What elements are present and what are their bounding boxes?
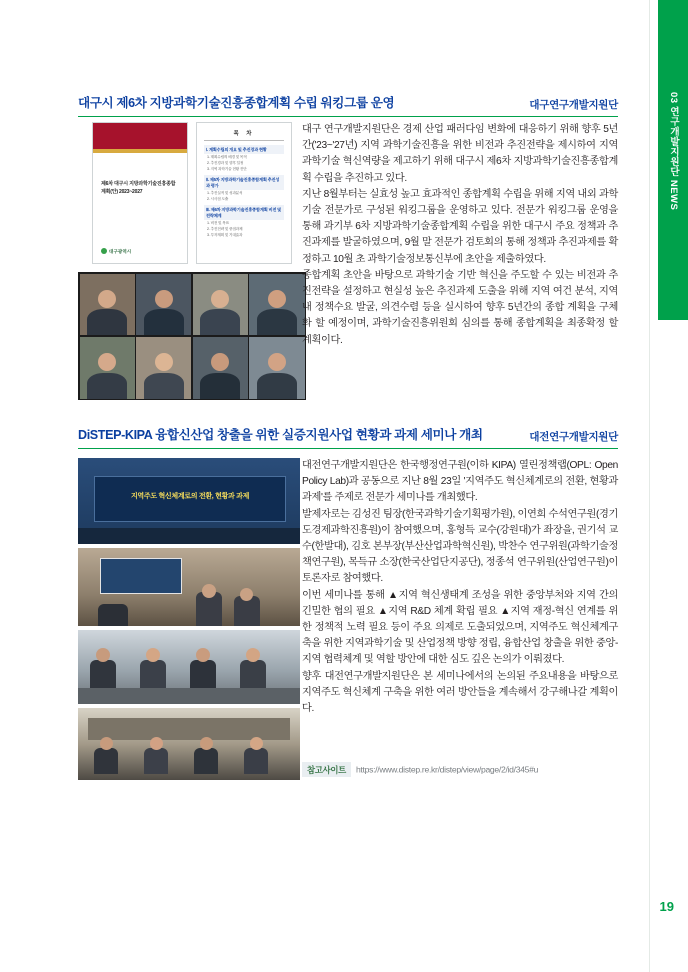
person-head-icon	[96, 648, 110, 662]
vc-cell	[136, 337, 191, 399]
page-number: 19	[659, 899, 674, 914]
person-body-icon	[87, 373, 127, 399]
person-head-icon	[240, 588, 253, 601]
person-head-icon	[155, 353, 173, 371]
person-body-icon	[200, 309, 240, 335]
seminar-banner-photo	[78, 458, 300, 544]
cover-band	[93, 123, 187, 149]
seminar-table	[78, 528, 300, 544]
person-body-icon	[144, 748, 168, 774]
toc-line: 3. 지역 과학기술 현황 진단	[207, 167, 247, 171]
toc-group-label: Ⅲ. 제6차 지방과학기술진흥종합계획 비전 및 전략체계	[204, 205, 284, 220]
toc-line: 2. 추진전략 및 중점과제	[207, 227, 243, 231]
vc-cell	[136, 274, 191, 336]
person-head-icon	[202, 584, 216, 598]
plan-toc-image	[196, 122, 292, 264]
toc-line: 1. 비전 및 목표	[207, 221, 229, 225]
toc-group-label: Ⅱ. 제5차 지방과학기술진흥종합계획 추진성과 평가	[204, 175, 284, 190]
toc-line: 1. 추진실적 및 성과분석	[207, 191, 243, 195]
person-head-icon	[211, 290, 229, 308]
person-head-icon	[155, 290, 173, 308]
toc-group-label: Ⅰ. 계획수립의 개요 및 추진경과 현황	[204, 145, 284, 154]
vc-cell	[193, 337, 248, 399]
person-head-icon	[150, 737, 163, 750]
cover-logo-text: 대구광역시	[109, 249, 132, 254]
article-2-org: 대전연구개발지원단	[529, 431, 618, 443]
article-2-paragraph-3: 이번 세미나를 통해 ▲지역 혁신생태계 조성을 위한 중앙부처와 지역 간의 긴밀한 협의 필요 ▲지역 R&D 체계 확립 필요 ▲지역 재정-혁신 연계를 위한 정책적 노력 필요 등이 주요 의제로 도출되었으며, 지역주도 혁신체계구축을 위한 지역과학기술 및 산업정책 방향 정립, 융합산업 창출을 위한 중앙-지역 협력체계 및 역할 방안에 대한 심도 깊은 논의가 이뤄졌다.	[302, 589, 618, 666]
cover-title: 제6차 대구시 지방과학기술진흥종합계획(안) 2023~2027	[101, 181, 176, 195]
audience-backdrop	[88, 718, 290, 740]
person-head-icon	[246, 648, 260, 662]
projector-screen	[100, 558, 182, 594]
article-2-paragraph-1: 대전연구개발지원단은 한국행정연구원(이하 KIPA) 열린정책랩(OPL: Open Policy Lab)과 공동으로 지난 8월 23일 '지역주도 혁신체계로의 전환, 현황과 과제'를 주제로 전문가 세미나를 개최했다.	[302, 460, 618, 504]
article-1-paragraph-3: 종합계획 초안을 바탕으로 과학기술 기반 혁신을 주도할 수 있는 비전과 추진전략을 설정하고 현실성 높은 추진과제 도출을 위해 지역 여건 분석, 지역 내 정책수요 발굴, 의견수렴 등을 실시하여 향후 5년간의 종합 계획을 구체화 할 예정이며, 과학기술진흥위원회 심의를 통해 종합계획을 최종확정 할 계획이다.	[302, 269, 618, 346]
person-body-icon	[190, 660, 216, 688]
person-head-icon	[100, 737, 113, 750]
article-1-paragraph-2: 지난 8월부터는 실효성 높고 효과적인 종합계획 수립을 위해 지역 내외 과학기술 전문가로 구성된 워킹그룹을 운영하고 있다. 전문가 워킹그룹 운영을 통해 과기부 6차 지방과학기술종합계획 수립을 위한 대구시 주요 정책과 추진과제를 발굴하였으며, 9월 말 전문가 검토회의 통해 정책과 추진과제를 확정하고 10월 초 과학기술정보통신부에 초안을 제출하였다.	[302, 188, 618, 265]
toc-line: 1. 계획수립의 배경 및 목적	[207, 155, 247, 159]
article-2-reference	[302, 762, 618, 777]
person-body-icon	[244, 748, 268, 774]
person-body-icon	[257, 373, 297, 399]
logo-dot-icon	[101, 248, 107, 254]
person-body-icon	[140, 660, 166, 688]
person-head-icon	[268, 290, 286, 308]
person-body-icon	[194, 748, 218, 774]
side-tab-label: 03 연구개발지원단 NEWS	[668, 92, 679, 211]
vc-cell	[249, 274, 304, 336]
person-head-icon	[268, 353, 286, 371]
seminar-audience-photo	[78, 708, 300, 780]
plan-cover-image	[92, 122, 188, 264]
seminar-panel-photo	[78, 630, 300, 704]
article-2-header	[78, 424, 618, 449]
vc-cell	[80, 337, 135, 399]
article-2-paragraph-4: 향후 대전연구개발지원단은 본 세미나에서의 논의된 주요내용을 바탕으로 지역주도 혁신체계 구축을 위한 여러 방안들을 계속해서 강구해나갈 계획이다.	[302, 670, 618, 715]
person-head-icon	[98, 353, 116, 371]
person-body-icon	[94, 748, 118, 774]
seminar-presentation-photo	[78, 548, 300, 626]
article-2-body	[302, 458, 618, 717]
seminar-screen-text: 지역주도 혁신체계로의 전환, 현황과 과제	[130, 493, 250, 500]
person-head-icon	[98, 290, 116, 308]
person-body-icon	[144, 373, 184, 399]
toc-heading: 목 차	[204, 129, 284, 141]
person-head-icon	[196, 648, 210, 662]
article-2-paragraph-2: 발제자로는 김성진 팀장(한국과학기술기획평가원), 이연희 수석연구원(경기도경제과학진흥원)이 참여했으며, 홍형득 교수(강원대)가 좌장을, 권기석 교수(한발대), 김호 본부장(부산산업과학혁신원), 박찬수 연구위원(과학기술정책연구원), 목득규 소장(한국산업단지공단), 정종석 연구위원(산업연구원)이 토론자로 참여했다.	[302, 508, 618, 585]
toc-line: 2. 시사점 도출	[207, 197, 229, 201]
side-tab	[649, 0, 688, 972]
vc-cell	[193, 274, 248, 336]
article-1-header	[78, 92, 618, 117]
person-body-icon	[200, 373, 240, 399]
article-1-paragraph-1: 대구 연구개발지원단은 경제 산업 패러다임 변화에 대응하기 위해 향후 5년간('23~'27년) 지역 과학기술진흥을 위한 비전과 추진전략을 제시하여 지역 과학기술 혁신역량을 제고하기 위해 대구시 제6차 지방과학기술진흥종합계획 수립을 추진하고 있다.	[302, 124, 618, 184]
seminar-screen	[94, 476, 286, 522]
article-1-org: 대구연구개발지원단	[529, 99, 618, 111]
article-1-title: 대구시 제6차 지방과학기술진흥종합계획 수립 워킹그룹 운영	[78, 96, 395, 110]
person-head-icon	[250, 737, 263, 750]
person-head-icon	[146, 648, 160, 662]
reference-url[interactable]: https://www.distep.re.kr/distep/view/page/2/id/345#u	[355, 764, 539, 775]
cover-band-accent	[93, 149, 187, 153]
article-2-title: DiSTEP-KIPA 융합신산업 창출을 위한 실증지원사업 현황과 과제 세미나 개최	[78, 428, 483, 442]
person-body-icon	[257, 309, 297, 335]
workinggroup-videoconference-photo	[78, 272, 306, 400]
person-body-icon	[87, 309, 127, 335]
cover-logo	[101, 248, 131, 255]
person-head-icon	[211, 353, 229, 371]
article-1-body	[302, 122, 618, 349]
person-body-icon	[240, 660, 266, 688]
person-body-icon	[98, 604, 128, 626]
person-body-icon	[90, 660, 116, 688]
reference-tag: 참고사이트	[302, 762, 351, 777]
article-1-document-thumbnails	[92, 122, 292, 266]
vc-cell	[80, 274, 135, 336]
panel-table	[78, 688, 300, 704]
toc-line: 3. 투자계획 및 기대효과	[207, 233, 243, 237]
person-body-icon	[144, 309, 184, 335]
toc-line: 2. 추진경과 및 향후 일정	[207, 161, 244, 165]
vc-cell	[249, 337, 304, 399]
person-head-icon	[200, 737, 213, 750]
